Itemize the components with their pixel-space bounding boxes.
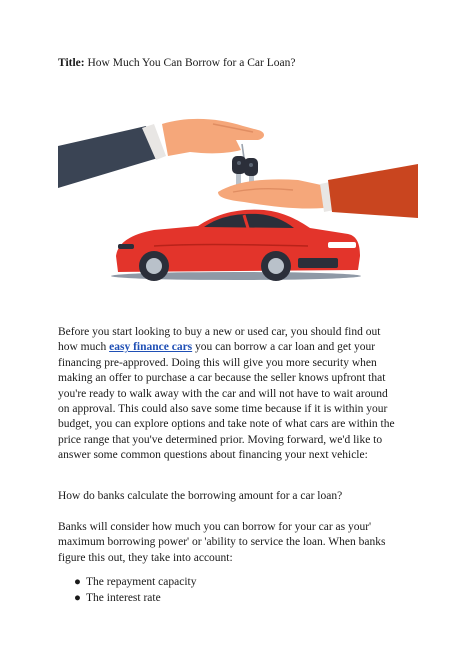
intro-line: on approval. This could also save some time because if it is within your bbox=[58, 403, 388, 416]
intro-line: financing pre-approved. Doing this will give you more security when bbox=[58, 356, 377, 369]
title-text: How Much You Can Borrow for a Car Loan? bbox=[87, 57, 296, 69]
bullet-icon: ● bbox=[74, 576, 81, 588]
answer-line: figure this out, they take into account: bbox=[58, 551, 233, 564]
list-item bbox=[74, 574, 196, 590]
intro-text-segment: you can borrow a car loan and get your bbox=[192, 341, 376, 354]
intro-line: answer some common questions about financing your next vehicle: bbox=[58, 449, 368, 462]
title-label: Title: bbox=[58, 57, 85, 69]
answer-line: Banks will consider how much you can borrow for your car as your' bbox=[58, 521, 372, 533]
list-item bbox=[74, 590, 196, 606]
intro-line-with-link bbox=[58, 340, 423, 355]
question-heading: How do banks calculate the borrowing amount for a car loan? bbox=[58, 490, 343, 502]
hand-giving-keys-icon bbox=[58, 119, 264, 188]
intro-text-segment: how much bbox=[58, 341, 110, 354]
intro-line: making an offer to purchase a car because the seller knows upfront that bbox=[58, 372, 386, 385]
intro-line: budget, you can explore options and take note of what cars are within the bbox=[58, 418, 395, 431]
answer-paragraph bbox=[58, 520, 423, 566]
document-title bbox=[58, 56, 295, 70]
list-item-text: The interest rate bbox=[86, 592, 161, 604]
intro-line: price range that you've determined prior. Moving forward, we'd like to bbox=[58, 433, 383, 446]
intro-line: Before you start looking to buy a new or used car, you should find out bbox=[58, 326, 381, 338]
factors-list bbox=[74, 574, 196, 606]
list-item-text: The repayment capacity bbox=[86, 576, 197, 588]
red-sports-car-icon bbox=[111, 210, 361, 281]
intro-line: you're ready to walk away with the car and will not have to wait around bbox=[58, 387, 388, 400]
easy-finance-cars-link[interactable]: easy finance cars bbox=[109, 341, 193, 354]
car-loan-illustration bbox=[58, 106, 418, 286]
answer-line: maximum borrowing power' or 'ability to service the loan. When banks bbox=[58, 536, 386, 549]
bullet-icon: ● bbox=[74, 592, 81, 604]
intro-paragraph bbox=[58, 325, 423, 464]
